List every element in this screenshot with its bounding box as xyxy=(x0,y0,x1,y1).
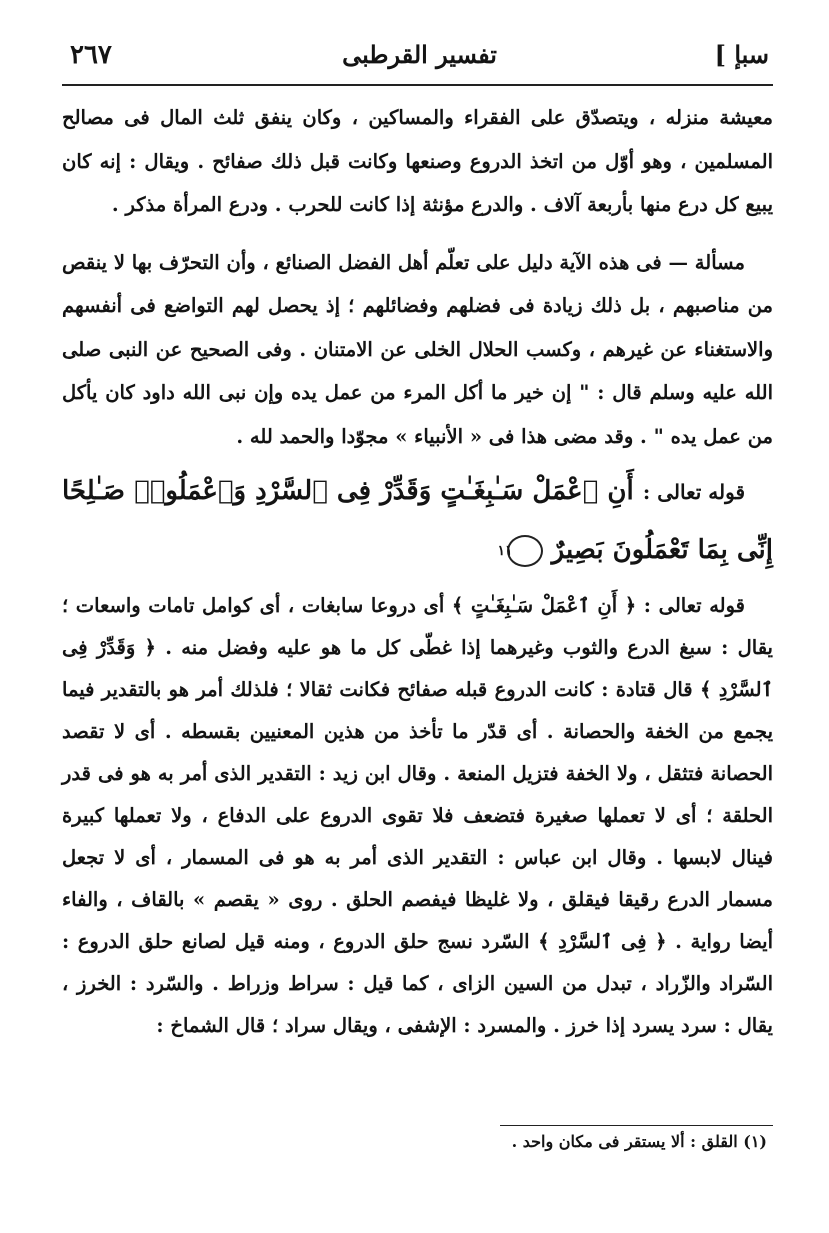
running-head: سبإ ] xyxy=(714,40,769,69)
footnote-marker: (١) xyxy=(743,1132,767,1151)
footnote-rule xyxy=(500,1125,773,1126)
quran-verse xyxy=(62,462,773,579)
page-number: ٢٦٧ xyxy=(70,40,112,70)
footnote xyxy=(62,1132,767,1151)
commentary xyxy=(62,585,773,1047)
verse-lead: قوله تعالى : xyxy=(642,480,746,504)
verse-text: أَنِ ٱعْمَلْ سَـٰبِغَـٰتٍ وَقَدِّرْ فِى ٱلسَّرْدِ وَٱعْمَلُوا۟ صَـٰلِحًا إِنِّى بِمَا تَعْمَلُونَ بَصِيرٌ xyxy=(62,476,773,565)
book-title: تفسير القرطبى xyxy=(342,40,497,69)
paragraph-3: قوله تعالى : ﴿ أَنِ ٱعْمَلْ سَـٰبِغَـٰتٍ ﴾ أى دروعا سابغات ، أى كوامل تامات واسعات ؛ يقال : سبغ الدرع والثوب وغيرهما إذا غطّى كل ما هو عليه وفضل منه . ﴿ وَقَدِّرْ فِى ٱلسَّرْدِ ﴾ قال قتادة : كانت الدروع قبله صفائح فكانت ثقالا ؛ فلذلك أمر هو بالتقدير فيما يجمع من الخفة والحصانة . أى قدّر ما تأخذ من هذين المعنيين بقسطه . أى لا تقصد الحصانة فتثقل ، ولا الخفة فتزيل المنعة . وقال ابن زيد : التقدير الذى أمر به هو فى قدر الحلقة ؛ أى لا تعملها صغيرة فتضعف فلا تقوى الدروع على الدفاع ، ولا تعملها كبيرة فينال لابسها . وقال ابن عباس : التقدير الذى أمر به هو فى المسمار ، أى لا تجعل مسمار الدرع رقيقا فيقلق ، ولا غليظا فيفصم الحلق . روى « يقصم » بالقاف ، والفاء أيضا رواية . ﴿ فِى ٱلسَّرْدِ ﴾ السّرد نسج حلق الدروع ، ومنه قيل لصانع حلق الدروع : السّراد والزّراد ، تبدل من السين الزاى ، كما قيل : سراط وزراط . والسّرد : الخرز ، يقال : سرد يسرد إذا خرز . والمسرد : الإشفى ، ويقال سراد ؛ قال الشماخ : xyxy=(62,594,773,1037)
page-header xyxy=(70,40,769,80)
paragraph-2: مسألة — فى هذه الآية دليل على تعلّم أهل الفضل الصنائع ، وأن التحرّف بها لا ينقص من مناصبهم ، بل ذلك زيادة فى فضلهم وفضائلهم ؛ إذ يحصل لهم التواضع فى أنفسهم والاستغناء عن غيرهم ، وكسب الحلال الخلى عن الامتنان . وفى الصحيح عن النبى صلى الله عليه وسلم قال : " إن خير ما أكل المرء من عمل يده وإن نبى الله داود كان يأكل من عمل يده " . وقد مضى هذا فى « الأنبياء » مجوّدا والحمد لله . xyxy=(62,250,773,448)
footnote-text: القلق : ألا يستقر فى مكان واحد . xyxy=(511,1132,738,1151)
ayah-number-badge: ١١ xyxy=(507,535,543,567)
paragraph-1: معيشة منزله ، ويتصدّق على الفقراء والمساكين ، وكان ينفق ثلث المال فى مصالح المسلمين ، وهو أوّل من اتخذ الدروع وصنعها وكانت قبل ذلك صفائح . ويقال : إنه كان يبيع كل درع منها بأربعة آلاف . والدرع مؤنثة إذا كانت للحرب . ودرع المرأة مذكر . xyxy=(62,106,773,216)
header-rule xyxy=(62,84,773,86)
page-body xyxy=(62,96,773,1047)
